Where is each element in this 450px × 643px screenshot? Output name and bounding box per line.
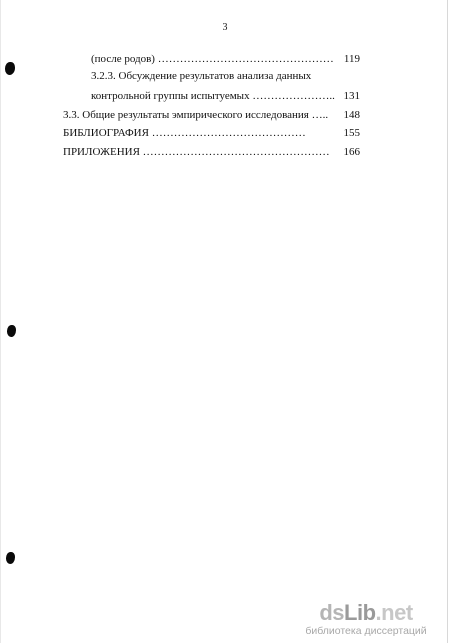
toc-entry-text: контрольной группы испытуемых ………………….. — [91, 90, 335, 102]
toc-entry-text: (после родов) ………………………………………… — [91, 53, 334, 65]
page-number: 3 — [222, 22, 228, 33]
toc-entry-page: 148 — [343, 109, 360, 121]
toc-entry-page: 131 — [343, 90, 360, 102]
toc-entry-text: 3.3. Общие результаты эмпирического исследования ….. — [63, 109, 329, 121]
watermark — [296, 601, 436, 637]
punch-hole-mark — [5, 62, 15, 75]
watermark-logo: dsLib.net — [319, 600, 413, 625]
toc-entry-text: БИБЛИОГРАФИЯ …………………………………… — [63, 127, 306, 139]
toc-entry-page: 166 — [343, 146, 360, 158]
scan-edge-left — [0, 0, 1, 643]
toc-entry-text: ПРИЛОЖЕНИЯ …………………………………………… — [63, 146, 330, 158]
toc-entry-page: 119 — [343, 53, 360, 65]
toc-entry-text: 3.2.3. Обсуждение результатов анализа данных — [91, 70, 312, 82]
scan-edge-right — [447, 0, 448, 643]
punch-hole-mark — [6, 552, 15, 564]
toc-entry-page: 155 — [343, 127, 360, 139]
watermark-subtitle: библиотека диссертаций — [305, 625, 427, 637]
punch-hole-mark — [7, 325, 16, 337]
